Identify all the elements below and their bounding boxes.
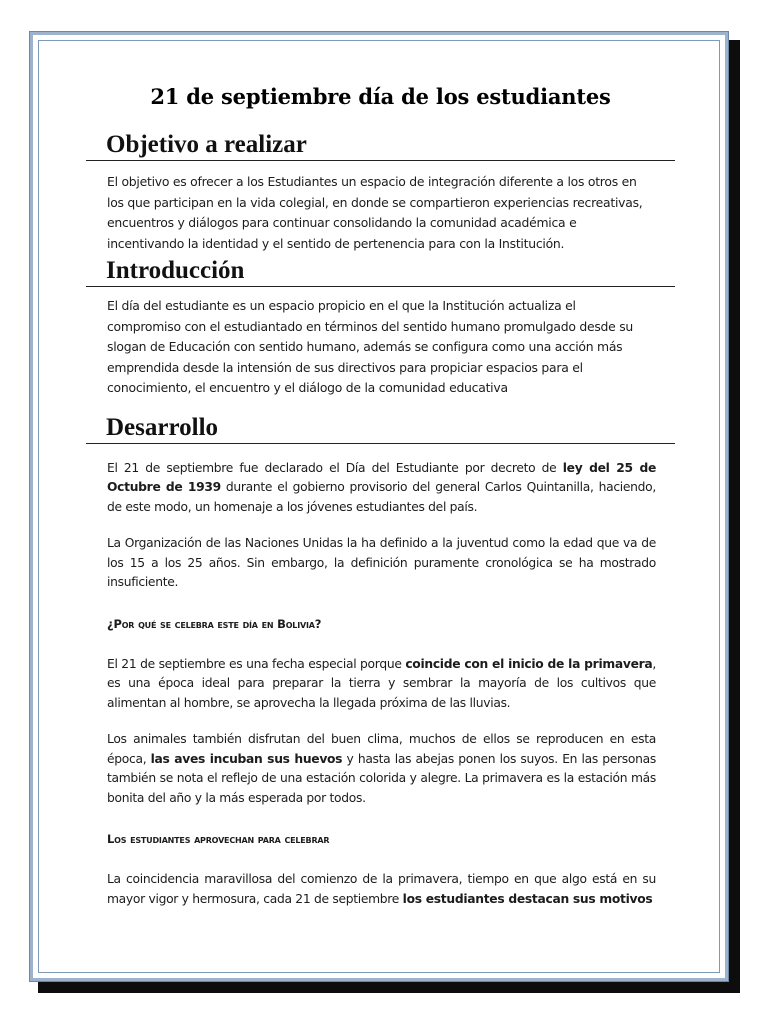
section-introduccion-body [86, 296, 675, 399]
desarrollo-p5-text-a: La coincidencia maravillosa del comienzo de la primavera, tiempo en que algo está en su mayor vigor y hermosura, cada 21 de septiembre [107, 872, 656, 906]
desarrollo-p3-bold: coincide con el inicio de la primavera [405, 656, 653, 671]
desarrollo-p1-bold: ley del 25 de Octubre de 1939 [107, 460, 656, 494]
introduccion-line-3: slogan de Educación con sentido humano, además se configura como una acción más [107, 339, 623, 354]
introduccion-line-5: conocimiento, el encuentro y el diálogo de la comunidad educativa [107, 380, 508, 395]
desarrollo-paragraph-1 [86, 459, 675, 518]
section-heading-introduccion: Introducción [86, 258, 675, 287]
objetivo-line-1: El objetivo es ofrecer a los Estudiantes un espacio de integración diferente a los otros en [107, 174, 637, 189]
document-content [86, 86, 675, 909]
introduccion-line-4: emprendida desde la intensión de sus directivos para propiciar espacios para el [107, 359, 583, 375]
desarrollo-p1-text-a: El 21 de septiembre fue declarado el Día del Estudiante por decreto de [107, 460, 563, 475]
objetivo-line-4: incentivando la identidad y el sentido de pertenencia para con la Institución. [107, 235, 565, 251]
desarrollo-paragraph-2: La Organización de las Naciones Unidas la ha definido a la juventud como la edad que va de los 15 a los 25 años. Sin embargo, la definición puramente cronológica se ha mostrado insuficiente. [107, 536, 656, 589]
desarrollo-p3-text-c: , es una época ideal para preparar la tierra y sembrar la mayoría de los cultivos que alimentan al hombre, se aprovecha la llegada próxima de las lluvias. [107, 656, 656, 710]
section-heading-desarrollo: Desarrollo [86, 415, 675, 444]
desarrollo-paragraph-4 [86, 730, 675, 808]
subheading-estudiantes-celebrar: Los estudiantes aprovechan para celebrar [107, 832, 330, 846]
desarrollo-paragraph-3 [86, 655, 675, 714]
section-heading-objetivo: Objetivo a realizar [86, 132, 675, 161]
document-title: 21 de septiembre día de los estudiantes [150, 84, 611, 109]
introduccion-line-1: El día del estudiante es un espacio propicio en el que la Institución actualiza el [107, 298, 576, 313]
desarrollo-p5-bold: los estudiantes destacan sus motivos [402, 891, 653, 906]
desarrollo-p3-text-a: El 21 de septiembre es una fecha especial porque [107, 656, 406, 671]
subheading-por-que-bolivia: ¿Por qué se celebra este día en Bolivia? [107, 616, 322, 631]
objetivo-line-3: encuentros y diálogos para continuar consolidando la comunidad académica e [107, 215, 577, 230]
section-desarrollo-body [86, 459, 675, 910]
desarrollo-p4-text-c: y hasta las abejas ponen los suyos. En las personas también se nota el reflejo de una estación colorida y alegre. La primavera es la estación más bonita del año y la más esperada por todos. [107, 751, 656, 805]
section-objetivo-body [86, 172, 675, 254]
desarrollo-p1-text-c: durante el gobierno provisorio del general Carlos Quintanilla, haciendo, de este modo, un homenaje a los jóvenes estudiantes del país. [107, 480, 656, 514]
desarrollo-p4-bold: las aves incuban sus huevos [150, 751, 343, 766]
desarrollo-paragraph-5 [86, 870, 675, 909]
introduccion-line-2: compromiso con el estudiantado en términos del sentido humano promulgado desde su [107, 318, 634, 334]
objetivo-line-2: los que participan en la vida colegial, en donde se compartieron experiencias recreativas, [107, 194, 643, 210]
desarrollo-p4-text-a: Los animales también disfrutan del buen clima, muchos de ellos se reproducen en esta época, [107, 732, 656, 766]
